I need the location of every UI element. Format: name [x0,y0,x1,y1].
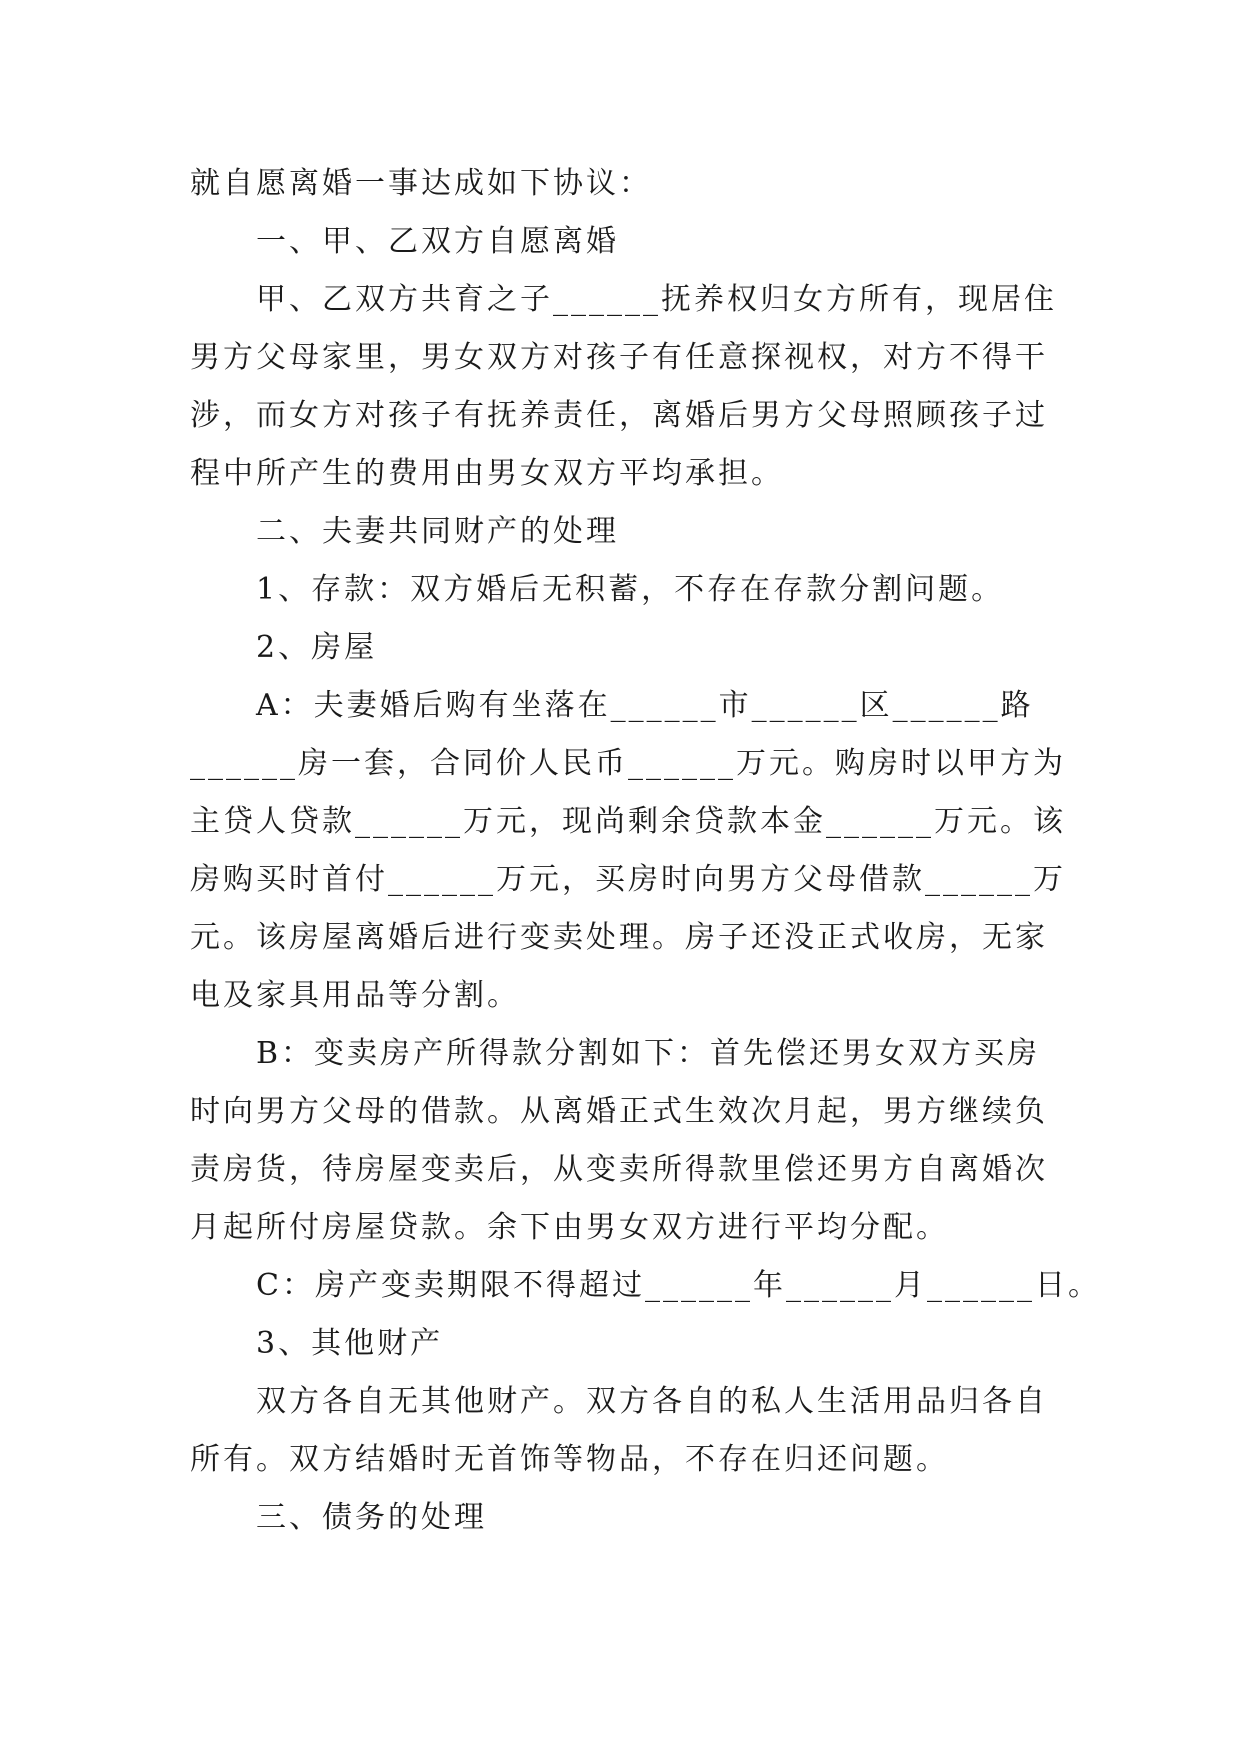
text-line: 责房货，待房屋变卖后，从变卖所得款里偿还男方自离婚次 [190,1152,1048,1187]
text-line: ______房一套，合同价人民币______万元。购房时以甲方为 [190,746,1066,781]
text-line: 电及家具用品等分割。 [190,978,520,1013]
document-body [190,155,1101,1547]
text-line: 月起所付房屋贷款。余下由男女双方进行平均分配。 [190,1210,949,1245]
text-line: 甲、乙双方共育之子______抚养权归女方所有，现居住 [256,282,1057,317]
text-line: 程中所产生的费用由男女双方平均承担。 [190,456,784,491]
section-heading: 三、债务的处理 [256,1500,487,1535]
text-line: C：房产变卖期限不得超过______年______月______日。 [256,1268,1101,1303]
text-line: 主贷人贷款______万元，现尚剩余贷款本金______万元。该 [190,804,1066,839]
section-heading: 二、夫妻共同财产的处理 [256,514,619,549]
text-line: B：变卖房产所得款分割如下：首先偿还男女双方买房 [256,1036,1041,1071]
subsection-heading: 3、其他财产 [256,1326,444,1361]
text-line: 所有。双方结婚时无首饰等物品，不存在归还问题。 [190,1442,949,1477]
text-line: 男方父母家里，男女双方对孩子有任意探视权，对方不得干 [190,340,1048,375]
text-line: 元。该房屋离婚后进行变卖处理。房子还没正式收房，无家 [190,920,1048,955]
text-line: 就自愿离婚一事达成如下协议： [190,166,652,201]
text-line: 双方各自无其他财产。双方各自的私人生活用品归各自 [256,1384,1048,1419]
text-line: A：夫妻婚后购有坐落在______市______区______路 [256,688,1034,723]
text-line: 房购买时首付______万元，买房时向男方父母借款______万 [190,862,1066,897]
section-heading: 一、甲、乙双方自愿离婚 [256,224,619,259]
text-line: 1、存款：双方婚后无积蓄，不存在存款分割问题。 [256,572,1005,607]
text-line: 时向男方父母的借款。从离婚正式生效次月起，男方继续负 [190,1094,1048,1129]
subsection-heading: 2、房屋 [256,630,378,665]
text-line: 涉，而女方对孩子有抚养责任，离婚后男方父母照顾孩子过 [190,398,1048,433]
